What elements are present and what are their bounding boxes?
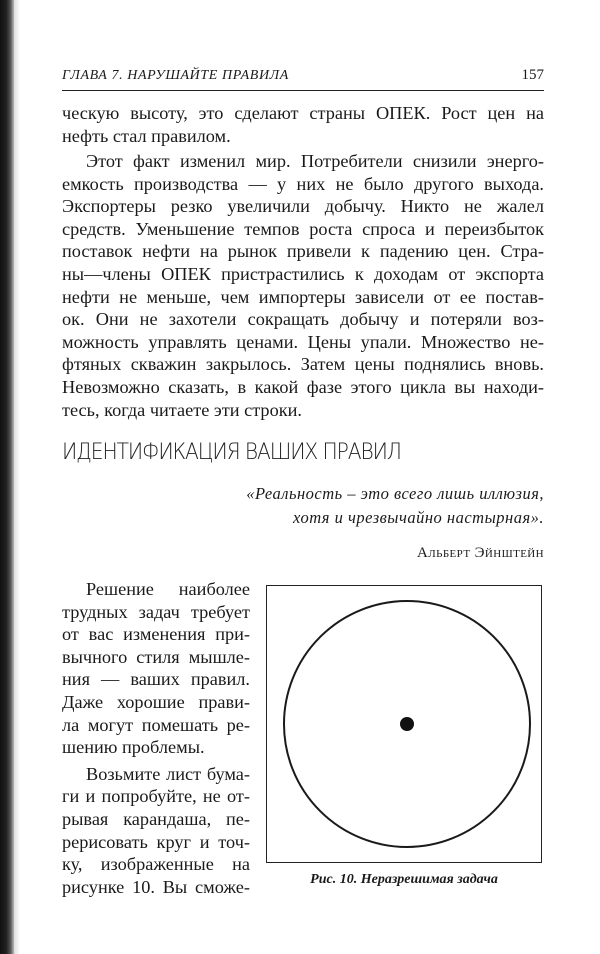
text-line: нефть стал правилом. [62,125,231,146]
text-line: фтяных скважин закрылось. Затем цены поднялись вновь. [62,354,544,375]
book-spine-shadow [0,0,14,954]
text-line: ги и попробуйте, не от- [62,786,250,807]
text-line: рывая карандаша, пе- [62,808,250,829]
page-gutter [14,0,20,954]
text-line: рерисовать круг и точ- [62,831,250,852]
paragraph-2 [62,150,544,421]
side-text [62,578,250,898]
figure-caption: Рис. 10. Неразрешимая задача [310,872,498,887]
text-line: Этот факт изменил мир. Потребители снизили энерго- [86,151,544,171]
running-header [62,68,544,91]
epigraph-author: Альберт Эйнштейн [417,545,544,561]
text-line: Решение наиболее [86,579,250,599]
text-line: нефти не меньше, чем импортеры зависели от ее постав- [62,286,544,307]
text-line: ок. Они не захотели сокращать добычу и потеряли воз- [62,309,544,330]
text-line: ны—члены ОПЕК пристрастились к доходам от экспорта [62,263,544,284]
section-heading: ИДЕНТИФИКАЦИЯ ВАШИХ ПРАВИЛ [62,440,401,465]
epigraph-line: «Реальность – это всего лишь иллюзия, [246,484,544,503]
chapter-title: ГЛАВА 7. НАРУШАЙТЕ ПРАВИЛА [62,68,289,83]
text-line: Экспортеры резко увеличили добычу. Никто не жалел [62,196,544,217]
epigraph [124,482,544,530]
text-line: тесь, когда читаете эти строки. [62,399,302,420]
text-line: от вас изменения при- [62,624,250,645]
paragraph-1 [62,102,544,147]
text-line: ческую высоту, это сделают страны ОПЕК. Рост цен на [62,103,544,123]
center-dot [400,717,414,731]
text-line: можность управлять ценами. Цены упали. Множество не- [62,331,544,352]
text-line: поставок нефти на рынок привели к падению цен. Стра- [62,241,544,262]
text-line: рисунке 10. Вы сможе- [62,876,250,897]
epigraph-line: хотя и чрезвычайно настырная». [293,508,544,527]
text-line: Даже хорошие прави- [62,691,250,712]
text-line: ку, изображенные на [62,854,250,875]
page-number: 157 [521,67,544,83]
text-line: средств. Уменьшение темпов роста спроса и переизбыток [62,218,544,239]
figure-drawing [267,586,543,864]
text-line: шению проблемы. [62,737,205,758]
text-line: емкость производства — у них не было другого выхода. [62,173,544,194]
text-line: ла могут помешать ре- [62,714,250,735]
text-line: трудных задач требует [62,601,250,622]
text-line: Невозможно сказать, в какой фазе этого цикла вы находи- [62,376,544,397]
text-line: вычного стиля мышле- [62,646,250,667]
figure-box [266,585,542,863]
text-line: Возьмите лист бума- [86,763,250,784]
text-line: ния — ваших правил. [62,669,250,690]
